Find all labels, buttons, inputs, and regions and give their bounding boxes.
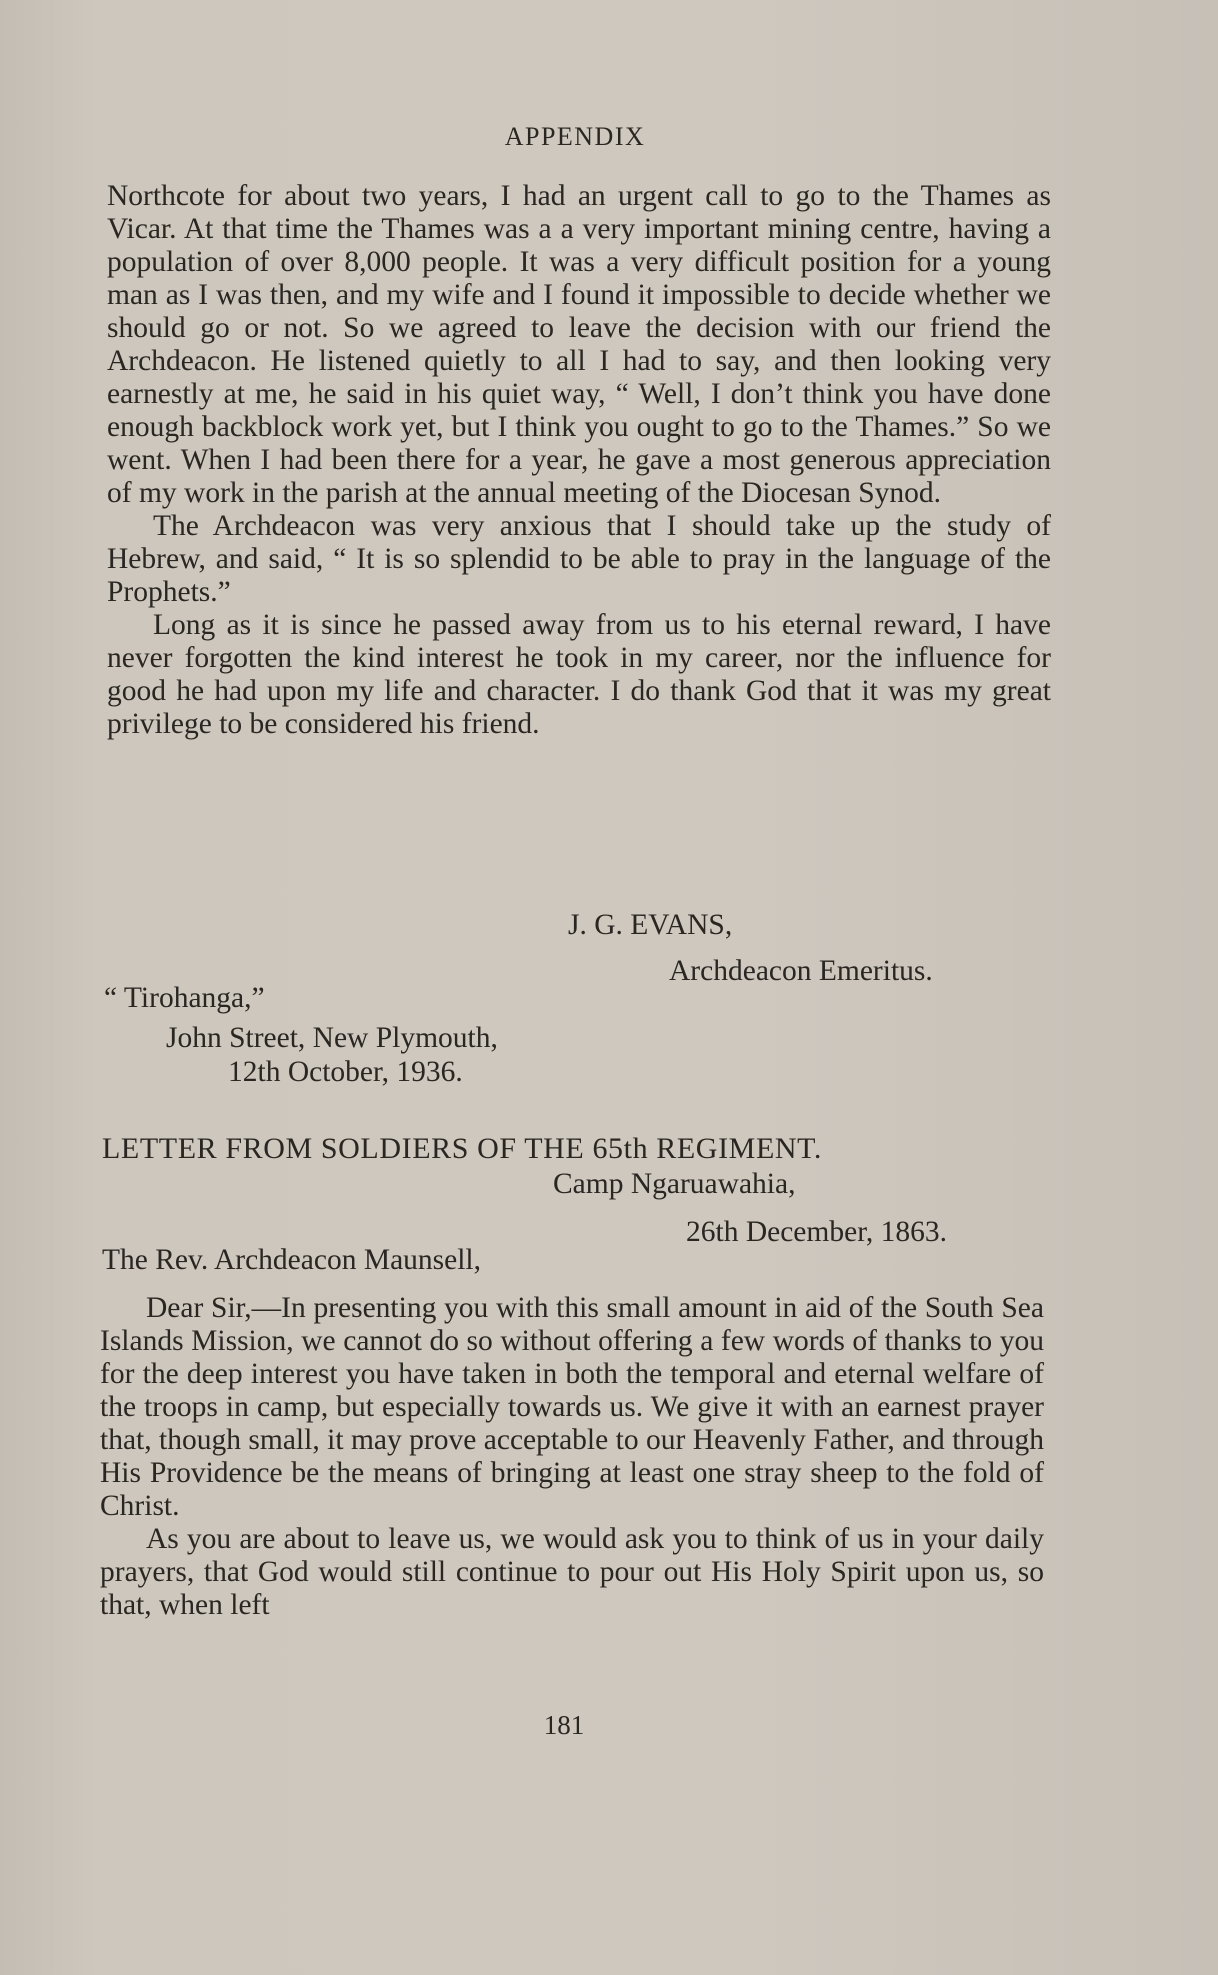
letter2-paragraph: Dear Sir,—In presenting you with this small amount in aid of the South Sea Islands Mission, we cannot do so without offering a few words of thanks to you for the deep interest you have taken in both the temporal and eternal welfare of the troops in camp, but especially towards us. We give it with an earnest prayer that, though small, it may prove acceptable to our Heavenly Father, and through His Providence be the means of bringing at least one stray sheep to the fold of Christ. <box>100 1292 1044 1522</box>
letter1-paragraph: The Archdeacon was very anxious that I should take up the study of Hebrew, and said, “ It is so splendid to be able to pray in the language of the Prophets.” <box>107 510 1051 608</box>
letter1-body <box>107 180 1051 741</box>
letter1-date: 12th October, 1936. <box>228 1056 463 1088</box>
signature-name: J. G. EVANS, <box>568 909 733 941</box>
letter1-paragraph: Northcote for about two years, I had an urgent call to go to the Thames as Vicar. At that time the Thames was a a very important mining centre, having a population of over 8,000 people. It was a very difficult position for a young man as I was then, and my wife and I found it impossible to decide whether we should go or not. So we agreed to leave the decision with our friend the Archdeacon. He listened quietly to all I had to say, and then looking very earnestly at me, he said in his quiet way, “ Well, I don’t think you have done enough backblock work yet, but I think you ought to go to the Thames.” So we went. When I had been there for a year, he gave a most generous appreciation of my work in the parish at the annual meeting of the Diocesan Synod. <box>107 180 1051 509</box>
running-header: APPENDIX <box>504 122 646 151</box>
address-line-2: John Street, New Plymouth, <box>166 1022 498 1054</box>
letter1-paragraph: Long as it is since he passed away from us to his eternal reward, I have never forgotten the kind interest he took in my career, nor the influence for good he had upon my life and character. I do thank God that it was my great privilege to be considered his friend. <box>107 609 1051 740</box>
page-number: 181 <box>543 1710 585 1740</box>
signature-title: Archdeacon Emeritus. <box>669 955 933 987</box>
letter2-location: Camp Ngaruawahia, <box>553 1168 796 1200</box>
address-line-1: “ Tirohanga,” <box>104 982 265 1014</box>
letter2-date: 26th December, 1863. <box>686 1216 947 1248</box>
salutation: The Rev. Archdeacon Maunsell, <box>102 1244 482 1276</box>
letter2-body <box>100 1292 1044 1622</box>
section-heading: LETTER FROM SOLDIERS OF THE 65th REGIMENT. <box>102 1132 822 1165</box>
letter2-paragraph: As you are about to leave us, we would ask you to think of us in your daily prayers, that God would still continue to pour out His Holy Spirit upon us, so that, when left <box>100 1523 1044 1621</box>
